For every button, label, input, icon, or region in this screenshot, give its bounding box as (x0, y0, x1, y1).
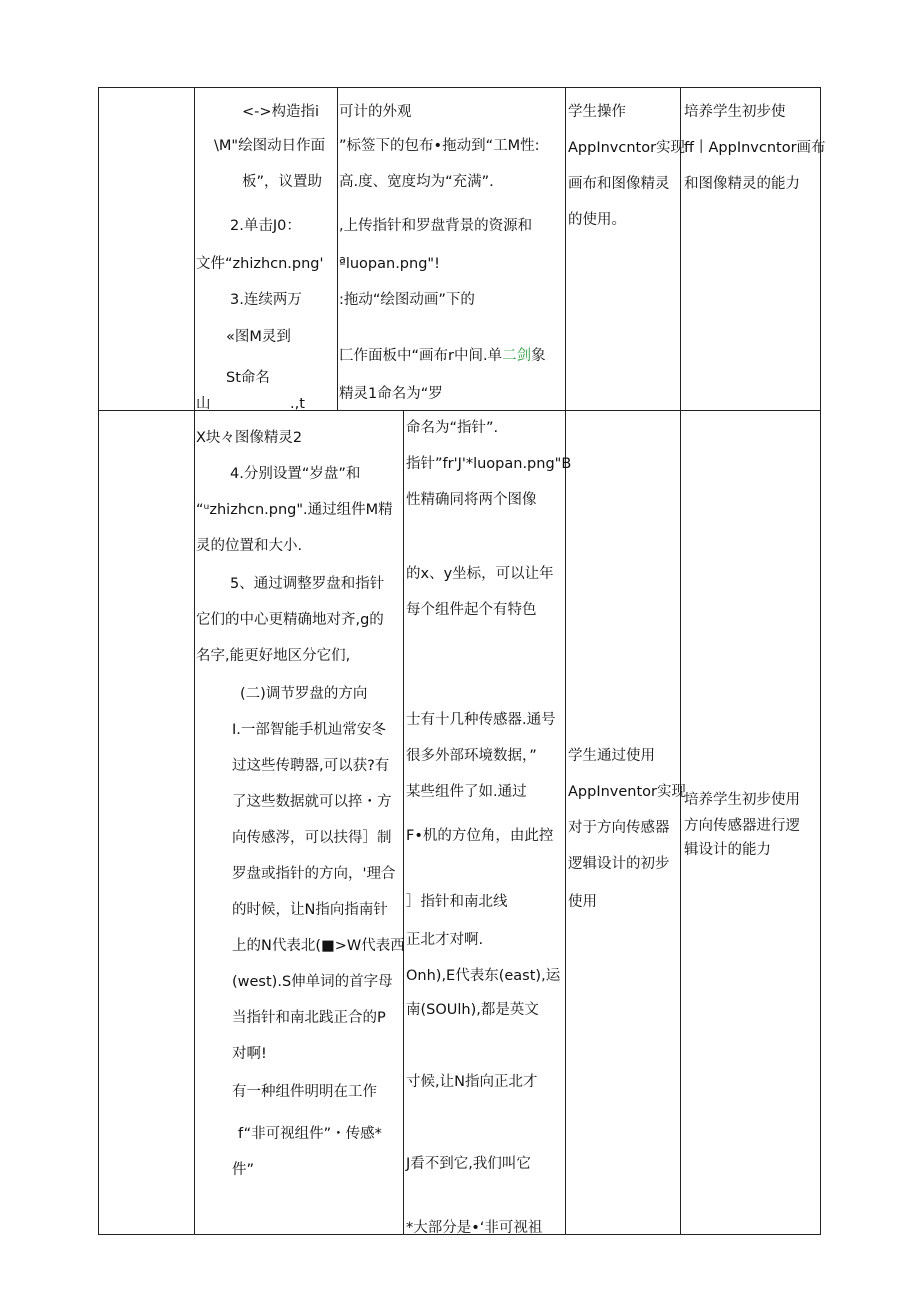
detail-line: ］指针和南北线 (406, 894, 508, 910)
detail-line: J看不到它,我们叫它 (406, 1156, 531, 1172)
step-line: 山 (196, 396, 211, 412)
detail-line (339, 346, 546, 366)
step-line: 文件“zhizhcn.png' (196, 256, 324, 272)
step-line: St命名 (226, 370, 270, 386)
detail-line: 可计的外观 (339, 104, 412, 120)
step-line: 上的N代表北(■>W代表西 (232, 938, 405, 954)
detail-line: 每个组件起个有特色 (406, 602, 537, 618)
goal-line: ff丨AppInvcntor画布 (684, 140, 826, 156)
step-line: 4.分别设置“岁盘”和 (230, 466, 361, 482)
step-line: \M"绘图动日作面 (214, 138, 326, 154)
goal-line: 方向传感器进行逻 (684, 818, 800, 834)
student-line: 学生操作 (568, 104, 626, 120)
detail-text: 象 (531, 348, 546, 364)
detail-line: Onh),E代表东(east),运 (406, 968, 561, 984)
student-line: AppInvcntor实现 (568, 140, 686, 156)
step-line: 过这些传聘器,可以获?有 (232, 758, 390, 774)
detail-line: ªluopan.png"! (339, 256, 440, 272)
step-line: .,t (290, 396, 305, 412)
student-line: 对于方向传感器 (568, 820, 670, 836)
step-line: X块々图像精灵2 (196, 430, 303, 446)
step-line: 灵的位置和大小. (196, 538, 303, 554)
step-line: 了这些数据就可以捽・方 (232, 794, 392, 810)
step-line: I.一部智能手机辿常安冬 (232, 722, 386, 738)
detail-line: ,上传指针和罗盘背景的资源和 (339, 218, 533, 234)
detail-line: 性精确同将两个图像 (406, 492, 537, 508)
detail-line: 很多外部环境数据，” (406, 748, 537, 764)
detail-line: 指针”fr'J'*luopan.png"B (406, 456, 572, 472)
student-line: 学生通过使用 (568, 748, 655, 764)
col-divider-2-row1 (337, 87, 338, 411)
step-line: 板”，议置助 (242, 174, 323, 190)
student-line: 的使用。 (568, 212, 626, 228)
table-top-border (98, 87, 820, 88)
step-line: 名字,能更好地区分它们, (196, 648, 351, 664)
detail-line: 士有十几种传感器.通号 (406, 712, 556, 728)
student-line: 使用 (568, 894, 597, 910)
step-line: 它们的中心更精确地对齐,g的 (196, 612, 384, 628)
detail-line: *大部分是•‘非可视祖 (406, 1220, 543, 1236)
col-divider-2-row2 (403, 410, 404, 1235)
step-line: (二)调节罗盘的方向 (240, 686, 368, 702)
step-line: 的时候，让N指向指南针 (232, 902, 388, 918)
col-divider-3 (565, 87, 566, 1235)
step-line: “ᵘzhizhcn.png".通过组件M精 (196, 502, 393, 518)
detail-line: ”标签下的包布•拖动到“工M性: (339, 138, 540, 154)
detail-line: 寸候,让N指向正北才 (406, 1074, 538, 1090)
detail-text: 匚作面板中“画布r中间.单 (339, 348, 503, 364)
detail-line: 南(SOUlh),都是英文 (406, 1002, 539, 1018)
detail-line: 正北才对啊. (406, 932, 484, 948)
step-line: (west).S伸单词的首字母 (232, 974, 393, 990)
goal-line: 培养学生初步使用 (684, 792, 800, 808)
step-line: 向传感涔，可以扶得］制 (232, 830, 392, 846)
detail-line: 某些组件了如.通过 (406, 784, 527, 800)
step-line: 对啊! (232, 1046, 267, 1062)
student-line: 画布和图像精灵 (568, 176, 670, 192)
detail-line: 的x、y坐标，可以让年 (406, 566, 554, 582)
step-line: 件” (232, 1162, 255, 1178)
step-line: <->构造指i (242, 104, 320, 120)
table-right-border (820, 87, 821, 1235)
detail-line: 精灵1命名为“罗 (339, 386, 443, 402)
step-line: 3.连续两万 (230, 292, 302, 308)
detail-line: F•机的方位角，由此控 (406, 828, 554, 844)
detail-line: 高.度、宽度均为“充满”. (339, 174, 494, 190)
detail-line: 命名为“指针”. (406, 420, 499, 436)
table-left-border (98, 87, 99, 1235)
step-line: 当指针和南北践正合的P (232, 1010, 386, 1026)
step-line: 罗盘或指针的方向，'理合 (232, 866, 396, 882)
student-line: AppInventor实现 (568, 784, 687, 800)
step-line: f“非可视组件”・传感* (238, 1126, 382, 1142)
detail-line: :拖动“绘图动画”下的 (339, 292, 475, 308)
col-divider-4 (680, 87, 681, 1235)
step-line: 有一种组件明明在工作 (232, 1084, 377, 1100)
highlighted-text: 二剑 (502, 348, 532, 364)
goal-line: 培养学生初步使 (684, 104, 786, 120)
student-line: 逻辑设计的初步 (568, 856, 670, 872)
goal-line: 辑设计的能力 (684, 842, 771, 858)
step-line: «图M灵到 (226, 329, 291, 345)
step-line: 2.单击J0： (230, 218, 301, 234)
step-line: 5、通过调整罗盘和指针 (230, 576, 385, 592)
col-divider-1 (194, 87, 195, 1235)
goal-line: 和图像精灵的能力 (684, 176, 800, 192)
